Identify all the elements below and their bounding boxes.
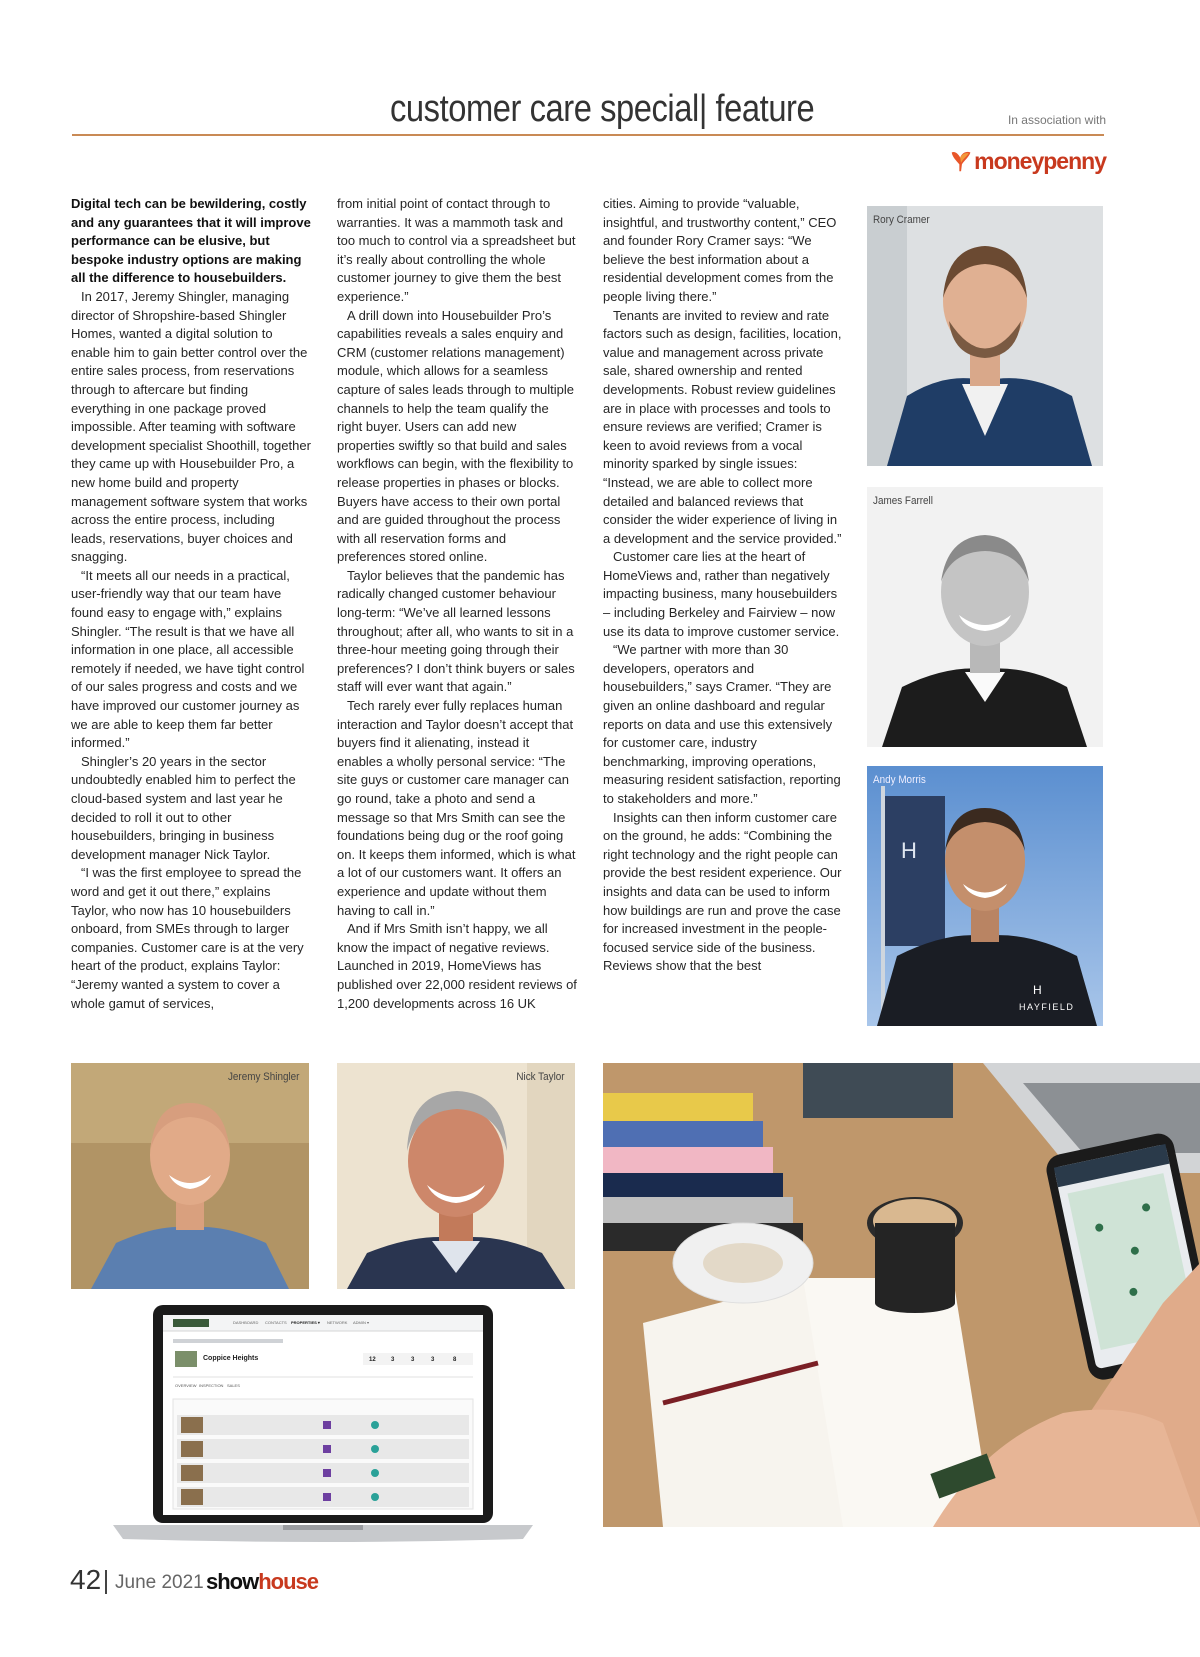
portrait-jeremy-shingler <box>71 1063 309 1289</box>
portrait-james-farrell <box>867 487 1103 747</box>
photo-nick-taylor <box>337 1063 575 1289</box>
moneypenny-logo-icon <box>950 147 972 175</box>
desk-scene <box>603 1063 1200 1527</box>
paragraph: Taylor believes that the pandemic has radically changed customer behaviour long-term: “We’ve all learned lessons throughout; after all, who wants to sit in a three-hour meeting going through their preferences? I don’t think buyers or sales staff will ever want that again.” <box>337 567 575 695</box>
photo-james-farrell <box>867 487 1103 747</box>
paragraph: cities. Aiming to provide “valuable, insightful, and trustworthy content,” CEO and founder Rory Cramer says: “We believe the best information about a residential development comes from the people living there.” <box>603 196 837 304</box>
article-intro: Digital tech can be bewildering, costly and any guarantees that it will improve performance can be elusive, but bespoke industry options are making all the difference to housebuilders. <box>71 196 311 286</box>
paragraph: Insights can then inform customer care on the ground, he adds: “Combining the right technology and the right people can provide the best resident experience. Our insights and data can be used to inform how buildings are run and prove the case for increased investment in the people-focused service side of the business. Reviews show that the best <box>603 809 842 974</box>
paragraph: “It meets all our needs in a practical, user-friendly way that our team have found easy to engage with,” explains Shingler. “The result is that we have all information in one place, all accessible remotely if needed, we have tight control of our sales progress and costs and we have improved our customer journey as we are able to keep them far better informed.” <box>71 567 305 751</box>
caption-nick-taylor: Nick Taylor <box>516 1071 565 1083</box>
paragraph: A drill down into Housebuilder Pro’s capabilities reveals a sales enquiry and CRM (customer relations management) module, which allows for a seamless capture of sales leads through to multiple channels to help the team qualify the right buyer. Users can add new properties swiftly so that build and sales workflows can begin, with the flexibility to release properties in phases or blocks. Buyers have access to their own portal and are guided throughout the process with all reservation forms and preferences stored online. <box>337 307 575 565</box>
laptop-stat: 3 <box>391 1357 395 1363</box>
page-number: 42 <box>70 1564 102 1595</box>
portrait-rory-cramer <box>867 206 1103 466</box>
paragraph: Shingler’s 20 years in the sector undoubtedly enabled him to perfect the cloud-based system and last year he decided to roll it out to other housebuilders, bringing in business development manager Nick Taylor. <box>71 753 296 862</box>
jacket-logo-h: H <box>1033 983 1042 997</box>
laptop-stat: 3 <box>431 1357 435 1363</box>
section-title: customer care special| feature <box>390 88 815 130</box>
showhouse-logo-part1: show <box>206 1569 259 1594</box>
portrait-nick-taylor <box>337 1063 575 1289</box>
svg-text:H: H <box>901 838 917 863</box>
photo-desk-homeviews-app <box>603 1063 1200 1527</box>
paragraph: “I was the first employee to spread the word and get it out there,” explains Taylor, who now has 10 housebuilders onboard, from SMEs through to larger companies. Customer care is at the very heart of the product, explains Taylor: “Jeremy wanted a system to cover a whole gamut of services, <box>71 865 304 1011</box>
laptop-tab-inspection: INSPECTION <box>199 1383 224 1388</box>
paragraph: Customer care lies at the heart of HomeViews and, rather than negatively impacting business, many housebuilders – including Berkeley and Fairview – now use its data to improve customer service. <box>603 549 840 639</box>
laptop-nav-admin: ADMIN ▾ <box>353 1320 370 1325</box>
laptop-nav-network: NETWORK <box>327 1320 348 1325</box>
photo-jeremy-shingler <box>71 1063 309 1289</box>
paragraph: Tenants are invited to review and rate factors such as design, facilities, location, value and management across private sale, shared ownership and rented developments. Robust review guidelines are in place with processes and tools to ensure reviews are verified; Cramer is keen to avoid reviews from a vocal minority sparked by single issues: “Instead, we are able to collect more detailed and balanced reviews that consider the wider experience of living in a development and the service provided.” <box>603 307 842 546</box>
article-column-1 <box>71 195 311 1013</box>
jacket-logo-hayfield: HAYFIELD <box>1019 1002 1075 1012</box>
laptop-site-name: Coppice Heights <box>203 1355 259 1362</box>
footer-divider <box>105 1570 107 1594</box>
caption-jeremy-shingler: Jeremy Shingler <box>227 1071 299 1083</box>
showhouse-logo-part2: house <box>258 1569 319 1594</box>
article-column-2 <box>337 195 577 1013</box>
laptop-nav-dashboard: DASHBOARD <box>233 1320 259 1325</box>
issue-date: June 2021 <box>115 1572 204 1593</box>
paragraph: Tech rarely ever fully replaces human interaction and Taylor doesn’t accept that buyers find it alienating, instead it enables a wholly personal service: “The site guys or customer care manager can go round, take a photo and send a message so that Mrs Smith can see the foundations being dug or the roof going on. It keeps them informed, which is what a lot of our customers want. It offers an experience and update without them having to call in.” <box>337 698 576 918</box>
portrait-andy-morris <box>867 766 1103 1026</box>
paragraph: from initial point of contact through to warranties. It was a mammoth task and too much to control via a spreadsheet but it’s really about controlling the whole customer journey to give them the best experience.” <box>337 196 576 304</box>
photo-rory-cramer <box>867 206 1103 466</box>
laptop-stat: 12 <box>369 1357 376 1363</box>
laptop-stat: 3 <box>411 1357 415 1363</box>
moneypenny-logo <box>950 146 1106 176</box>
laptop-nav-contacts: CONTACTS <box>265 1320 287 1325</box>
caption-rory-cramer: Rory Cramer <box>873 214 930 226</box>
moneypenny-logo-text: moneypenny <box>974 147 1106 174</box>
caption-james-farrell: James Farrell <box>873 495 933 507</box>
association-label: In association with <box>1007 113 1106 127</box>
paragraph: “We partner with more than 30 developers, operators and housebuilders,” says Cramer. “They are given an online dashboard and regular reports on data and use this extensively for customer care, industry benchmarking, improving operations, measuring resident satisfaction, reporting to stakeholders and more.” <box>603 642 841 806</box>
laptop-stat: 8 <box>453 1357 457 1363</box>
laptop-tab-overview: OVERVIEW <box>175 1383 197 1388</box>
showhouse-logo <box>206 1569 318 1595</box>
laptop-illustration <box>113 1303 533 1543</box>
photo-andy-morris <box>867 766 1103 1026</box>
paragraph: And if Mrs Smith isn’t happy, we all know the impact of negative reviews. Launched in 2019, HomeViews has published over 22,000 resident reviews of 1,200 developments across 16 UK <box>337 921 577 1011</box>
caption-andy-morris: Andy Morris <box>873 774 926 786</box>
laptop-tab-sales: SALES <box>227 1383 240 1388</box>
article-column-3 <box>603 195 843 976</box>
paragraph: In 2017, Jeremy Shingler, managing director of Shropshire-based Shingler Homes, wanted a digital solution to enable him to gain better control over the entire sales process, from reservations through to aftercare but finding everything in one package proved impossible. After teaming with software development specialist Shoothill, together they came up with Housebuilder Pro, a new home build and property management software system that works across the entire process, including leads, reservations, buyer choices and snagging. <box>71 288 311 565</box>
header-rule <box>72 134 1104 136</box>
laptop-nav-properties: PROPERTIES ▾ <box>291 1320 320 1325</box>
laptop-housebuilder-pro <box>113 1303 533 1543</box>
